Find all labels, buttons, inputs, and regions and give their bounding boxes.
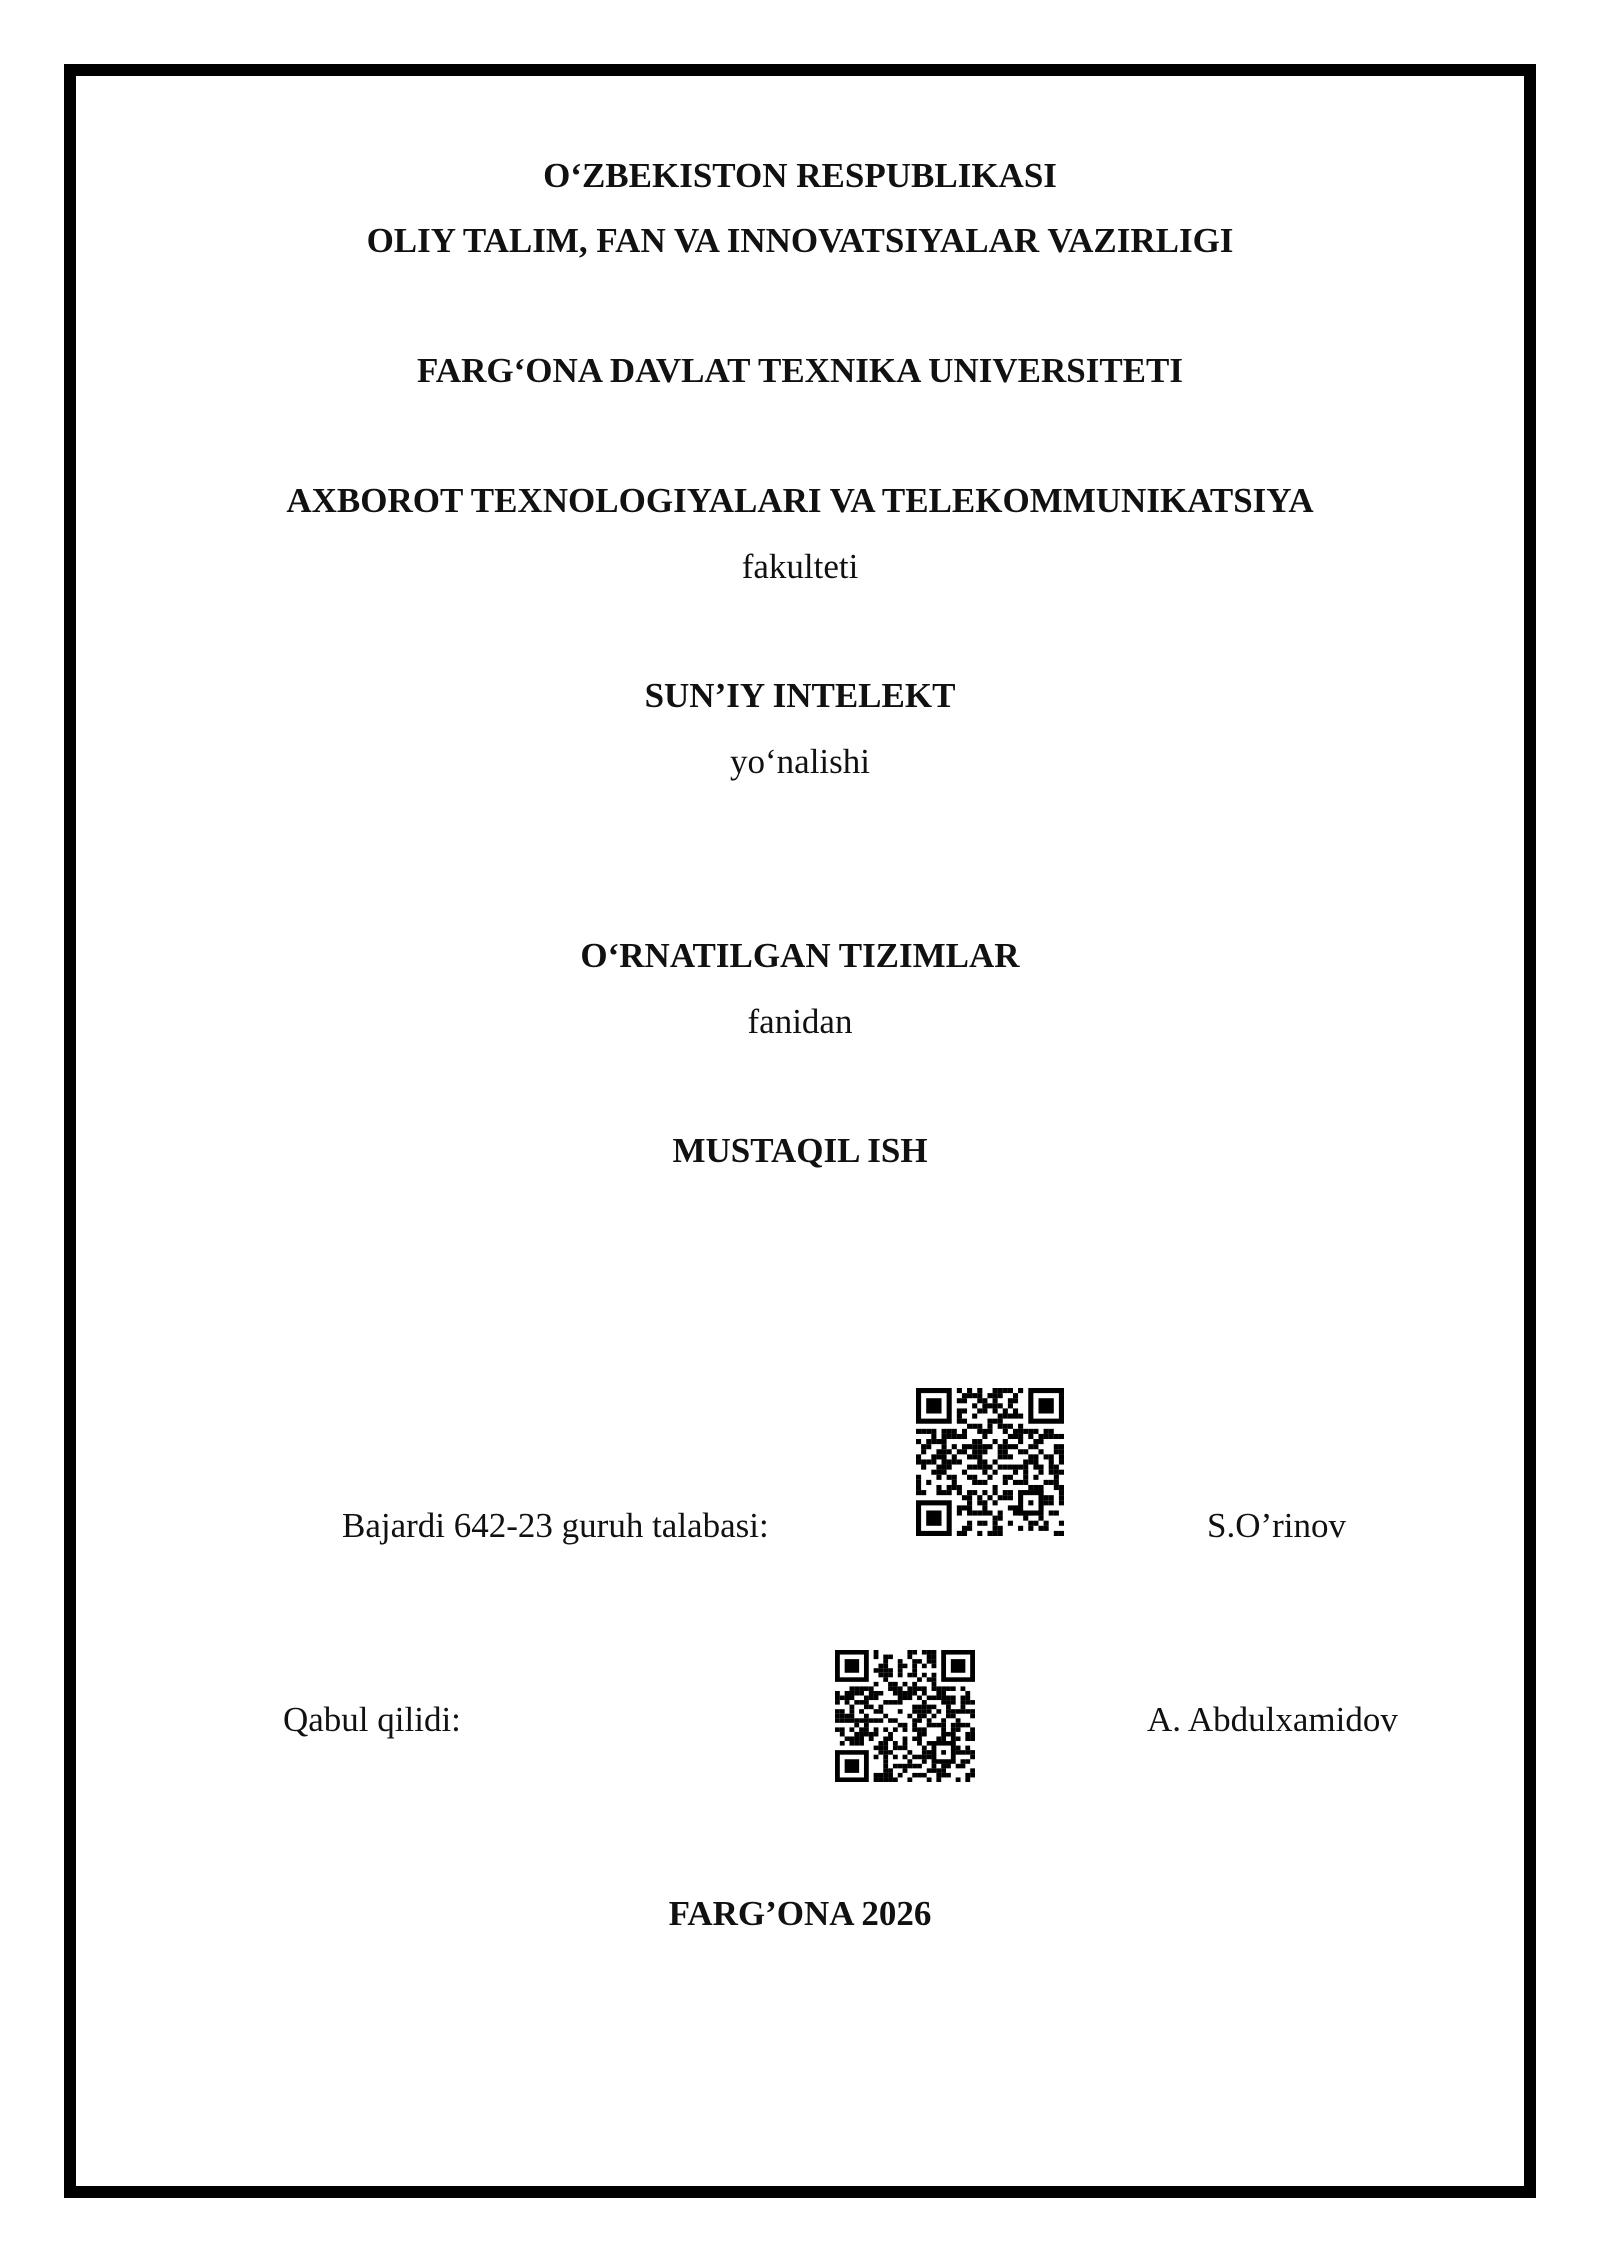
ministry-title: OLIY TALIM, FAN VA INNOVATSIYALAR VAZIRLIGI <box>366 221 1234 260</box>
student-label: Bajardi 642-23 guruh talabasi: <box>342 1506 769 1545</box>
qr-code-icon <box>916 1388 1064 1536</box>
faculty-suffix: fakulteti <box>741 547 859 586</box>
city-year: FARG’ONA 2026 <box>668 1894 932 1933</box>
subject-name: O‘RNATILGAN TIZIMLAR <box>580 936 1020 975</box>
work-type: MUSTAQIL ISH <box>672 1131 928 1170</box>
country-title: O‘ZBEKISTON RESPUBLIKASI <box>543 156 1057 195</box>
direction-name: SUN’IY INTELEKT <box>644 676 956 715</box>
faculty-name: AXBOROT TEXNOLOGIYALARI VA TELEKOMMUNIKATSIYA <box>286 481 1314 520</box>
direction-suffix: yo‘nalishi <box>730 742 870 781</box>
subject-suffix: fanidan <box>747 1002 853 1041</box>
qr-code-icon <box>835 1650 975 1782</box>
university-title: FARG‘ONA DAVLAT TEXNIKA UNIVERSITETI <box>417 351 1183 390</box>
reviewer-name: A. Abdulxamidov <box>1147 1700 1398 1739</box>
reviewer-label: Qabul qilidi: <box>283 1700 461 1739</box>
student-name: S.O’rinov <box>1207 1506 1347 1545</box>
